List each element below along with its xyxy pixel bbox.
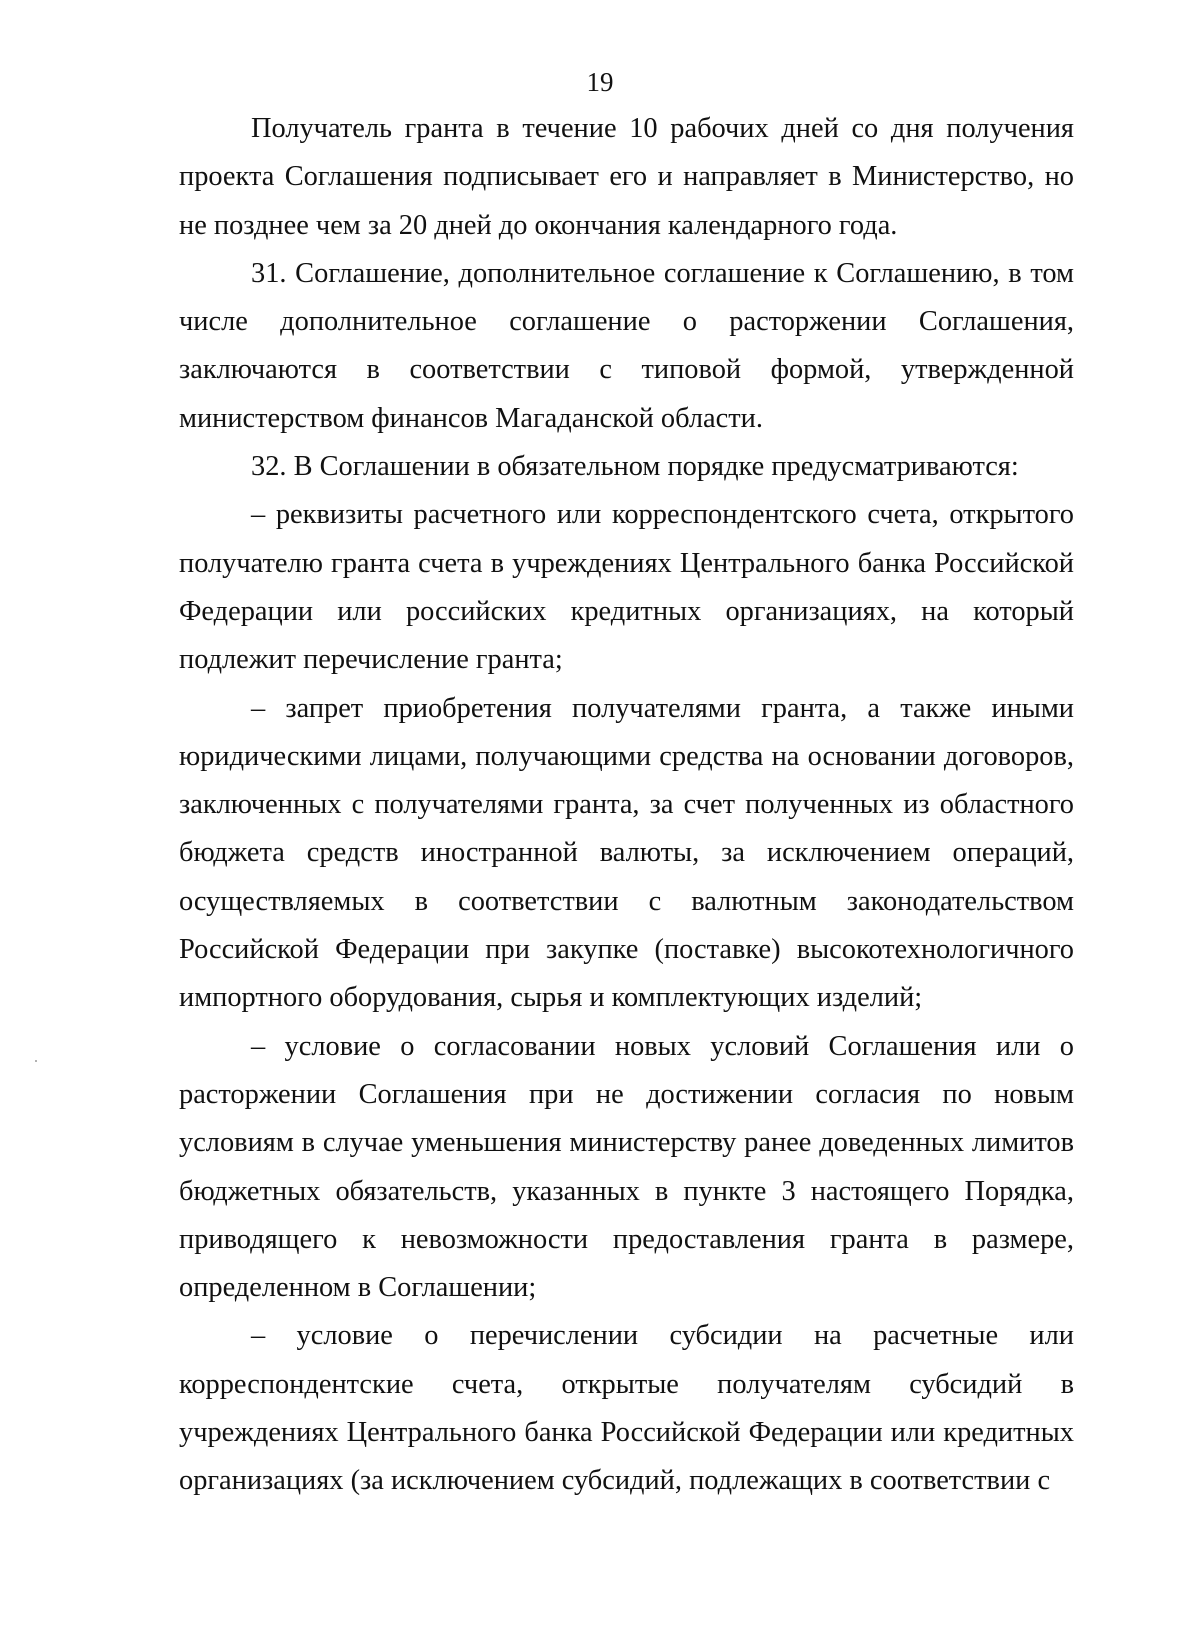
list-item-account-details: – реквизиты расчетного или корреспондентского счета, открытого получателю гранта счета в учреждениях Центрального банка Российской Федерации или российских кредитных организациях, на который подлежит перечисление гранта; bbox=[179, 499, 1074, 676]
document-body bbox=[179, 105, 1074, 1506]
list-item-agreement-renegotiation: – условие о согласовании новых условий Соглашения или о расторжении Соглашения при не достижении согласия по новым условиям в случае уменьшения министерству ранее доведенных лимитов бюджетных обязательств, указанных в пункте 3 настоящего Порядка, приводящего к невозможности предоставления гранта в размере, определенном в Соглашении; bbox=[179, 1030, 1074, 1304]
list-item-subsidy-transfer: – условие о перечислении субсидии на расчетные или корреспондентские счета, открытые получателям субсидий в учреждениях Центрального банка Российской Федерации или кредитных организациях (за исключением субсидий, подлежащих в соответствии с bbox=[179, 1320, 1074, 1497]
list-item-foreign-currency-ban: – запрет приобретения получателями гранта, а также иными юридическими лицами, получающими средства на основании договоров, заключенных с получателями гранта, за счет полученных из областного бюджета средств иностранной валюты, за исключением операций, осуществляемых в соответствии с валютным законодательством Российской Федерации при закупке (поставке) высокотехнологичного импортного оборудования, сырья и комплектующих изделий; bbox=[179, 692, 1074, 1014]
paragraph-32-agreement-provisions: 32. В Соглашении в обязательном порядке предусматриваются: bbox=[251, 451, 1019, 483]
paragraph-grant-recipient-signing: Получатель гранта в течение 10 рабочих дней со дня получения проекта Соглашения подписывает его и направляет в Министерство, но не позднее чем за 20 дней до окончания календарного года. bbox=[179, 113, 1074, 241]
scan-speck bbox=[35, 1060, 37, 1062]
page-number: 19 bbox=[586, 67, 614, 97]
paragraph-31-agreement-form: 31. Соглашение, дополнительное соглашение к Соглашению, в том числе дополнительное соглашение о расторжении Соглашения, заключаются в соответствии с типовой формой, утвержденной министерством финансов Магаданской области. bbox=[179, 257, 1074, 434]
